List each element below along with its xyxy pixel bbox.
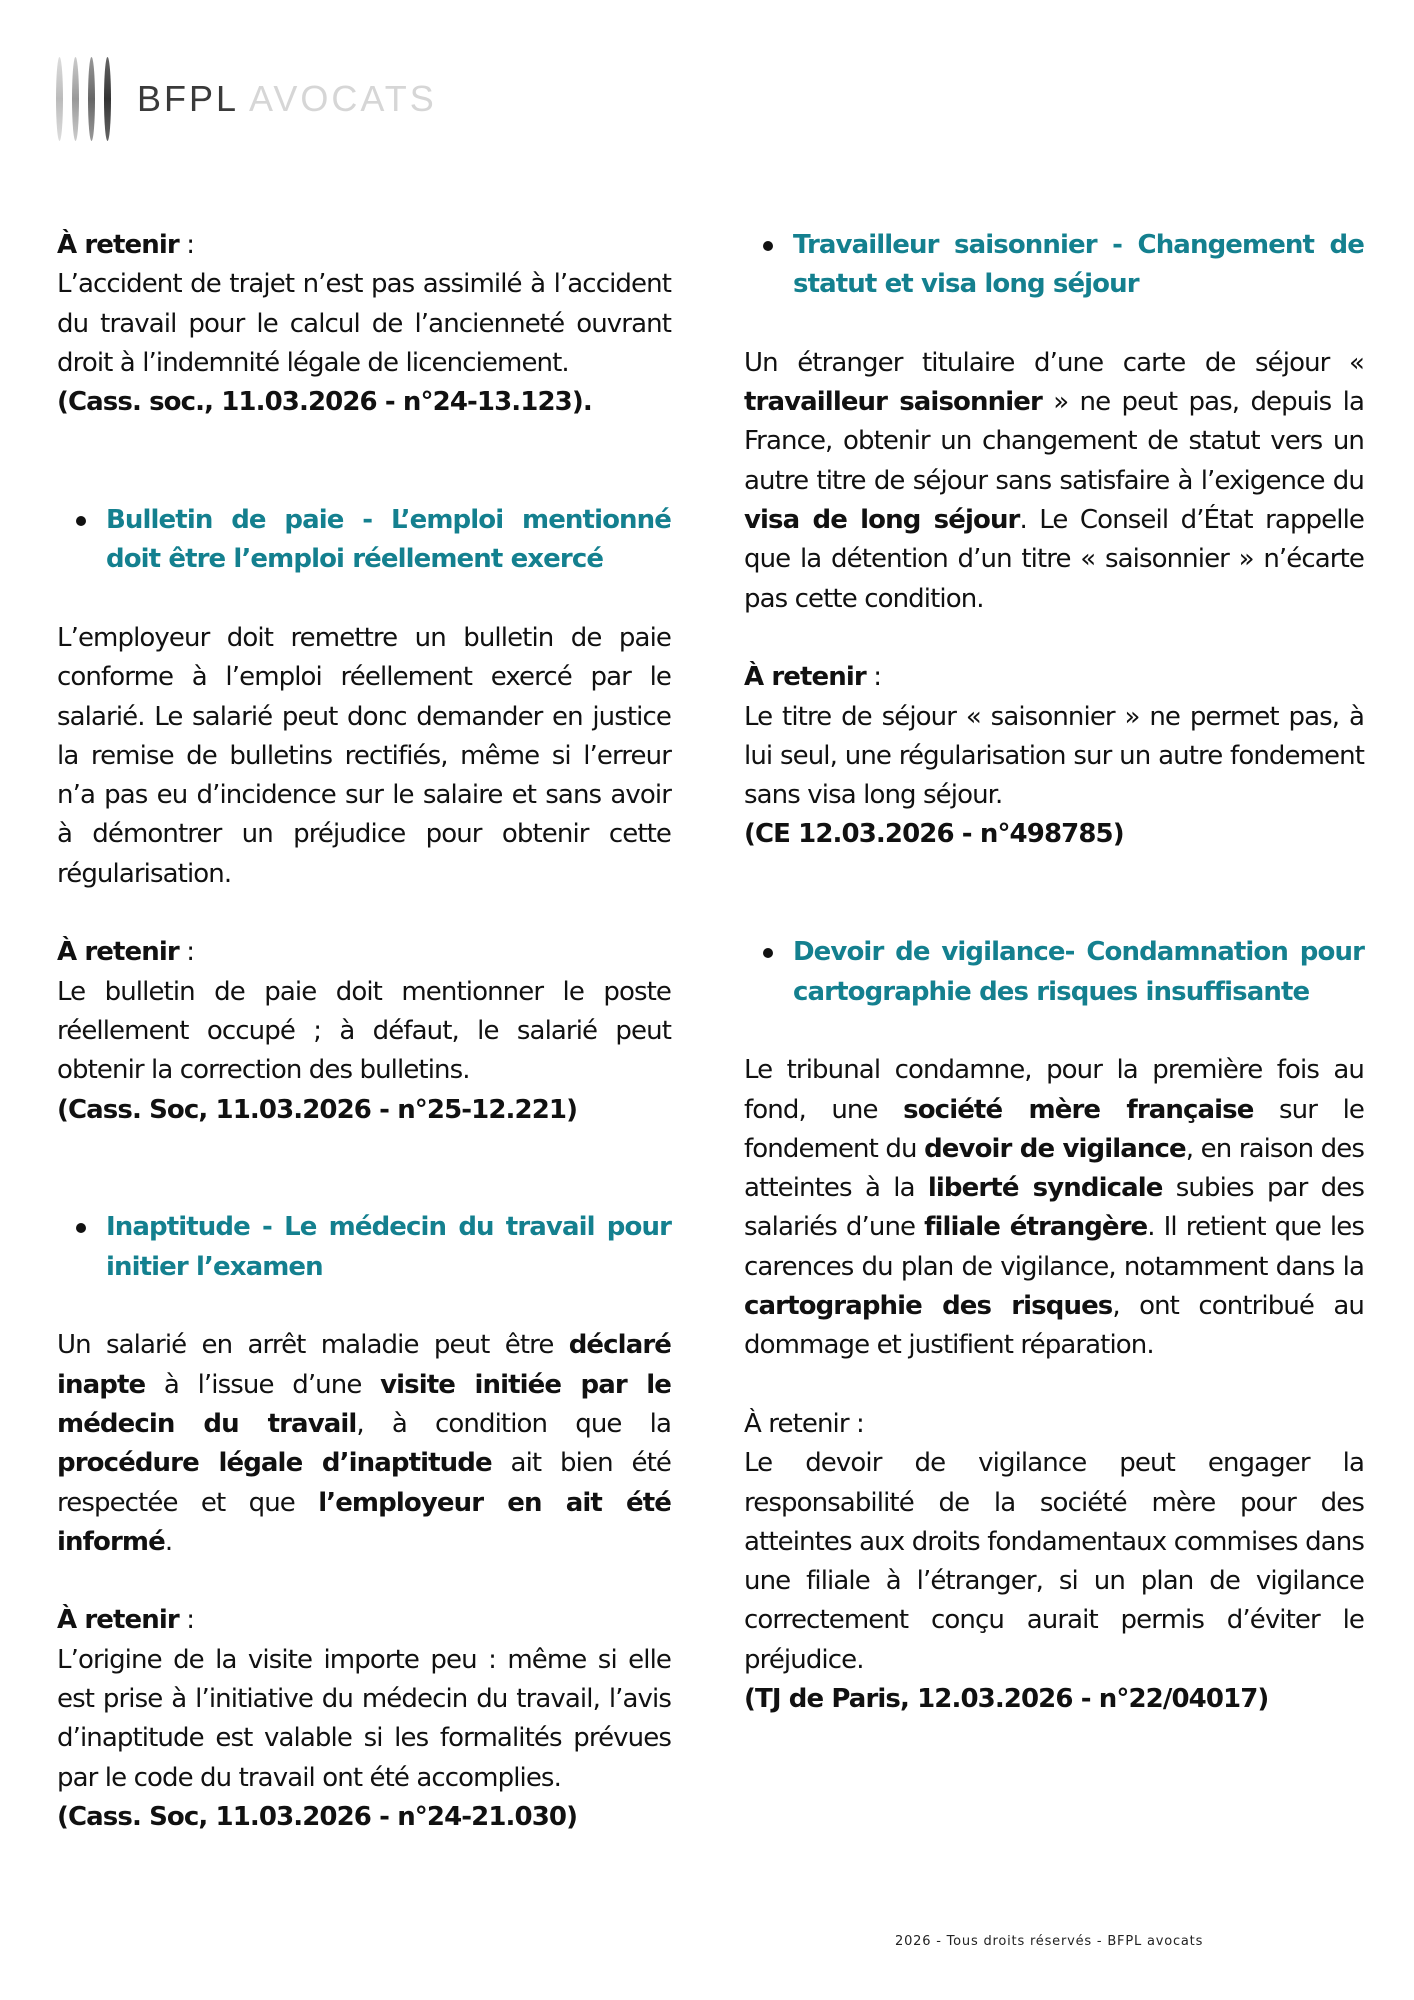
bullet-icon	[57, 501, 106, 580]
bullet-icon	[744, 226, 793, 305]
retenir-text: L’accident de trajet n’est pas assimilé à l’accident du travail pour le calcul de l’ancienneté ouvrant droit à l’indemnité légale de licenciement.	[57, 269, 671, 378]
case-reference: (CE 12.03.2026 - n°498785)	[744, 819, 1124, 850]
retenir-label: À retenir :	[744, 662, 882, 693]
section-body: L’employeur doit remettre un bulletin de paie conforme à l’emploi réellement exercé par le salarié. Le salarié peut donc demander en justice la remise de bulletins rectifiés, même si l’erreur n’a pas eu d’incidence sur le salaire et sans avoir à démontrer un préjudice pour obtenir cette régularisation.	[57, 622, 671, 889]
footer-copyright: 2026 - Tous droits réservés - BFPL avocats	[895, 1934, 1204, 1949]
section-body: Le tribunal condamne, pour la première fois au fond, une société mère française sur le fondement du devoir de vigilance, en raison des atteintes à la liberté syndicale subies par des salariés d’une filiale étrangère. Il retient que les carences du plan de vigilance, notamment dans la cartographie des risques, ont contribué au dommage et justifient réparation.	[744, 1055, 1365, 1361]
retenir-text: L’origine de la visite importe peu : même si elle est prise à l’initiative du médecin du travail, l’avis d’inaptitude est valable si les formalités prévues par le code du travail ont été accomplies.	[57, 1644, 671, 1793]
brand-logo	[56, 56, 437, 142]
logo-blades-icon	[56, 56, 111, 142]
bulletin-section	[57, 501, 671, 1130]
case-reference: (Cass. Soc, 11.03.2026 - n°24-21.030)	[57, 1801, 578, 1832]
retenir-label: À retenir :	[57, 937, 195, 968]
intro-section	[57, 226, 671, 422]
right-column	[744, 226, 1364, 1719]
section-heading: Devoir de vigilance- Condamnation pour cartographie des risques insuffisante	[744, 933, 1364, 1012]
section-heading: Travailleur saisonnier - Changement de statut et visa long séjour	[744, 226, 1364, 305]
section-body: Un étranger titulaire d’une carte de séjour « travailleur saisonnier » ne peut pas, depuis la France, obtenir un changement de statut vers un autre titre de séjour sans satisfaire à l’exigence du visa de long séjour. Le Conseil d’État rappelle que la détention d’un titre « saisonnier » n’écarte pas cette condition.	[744, 347, 1364, 614]
inaptitude-section	[57, 1208, 671, 1837]
retenir-label: À retenir :	[744, 1408, 864, 1439]
bullet-icon	[57, 1208, 106, 1287]
saisonnier-section	[744, 226, 1364, 855]
left-column	[57, 226, 671, 1837]
case-reference: (Cass. soc., 11.03.2026 - n°24-13.123).	[57, 387, 592, 418]
section-heading: Bulletin de paie - L’emploi mentionné doit être l’emploi réellement exercé	[57, 501, 671, 580]
brand-name-light: AVOCATS	[249, 78, 437, 119]
retenir-label: À retenir :	[57, 1605, 195, 1636]
retenir-label: À retenir :	[57, 230, 195, 260]
bullet-icon	[744, 933, 793, 1012]
case-reference: (Cass. Soc, 11.03.2026 - n°25-12.221)	[57, 1094, 578, 1125]
retenir-text: Le devoir de vigilance peut engager la responsabilité de la société mère pour des atteintes aux droits fondamentaux commises dans une filiale à l’étranger, si un plan de vigilance correctement conçu aurait permis d’éviter le préjudice.	[744, 1448, 1364, 1675]
retenir-text: Le bulletin de paie doit mentionner le poste réellement occupé ; à défaut, le salarié peut obtenir la correction des bulletins.	[57, 976, 671, 1086]
section-body: Un salarié en arrêt maladie peut être déclaré inapte à l’issue d’une visite initiée par le médecin du travail, à condition que la procédure légale d’inaptitude ait bien été respectée et que l’employeur en ait été informé.	[57, 1330, 671, 1557]
brand-name	[137, 78, 437, 120]
section-heading: Inaptitude - Le médecin du travail pour initier l’examen	[57, 1208, 671, 1287]
case-reference: (TJ de Paris, 12.03.2026 - n°22/04017)	[744, 1683, 1269, 1714]
vigilance-section	[744, 933, 1364, 1719]
brand-name-bold: BFPL	[137, 78, 240, 119]
retenir-text: Le titre de séjour « saisonnier » ne permet pas, à lui seul, une régularisation sur un autre fondement sans visa long séjour.	[744, 701, 1364, 811]
